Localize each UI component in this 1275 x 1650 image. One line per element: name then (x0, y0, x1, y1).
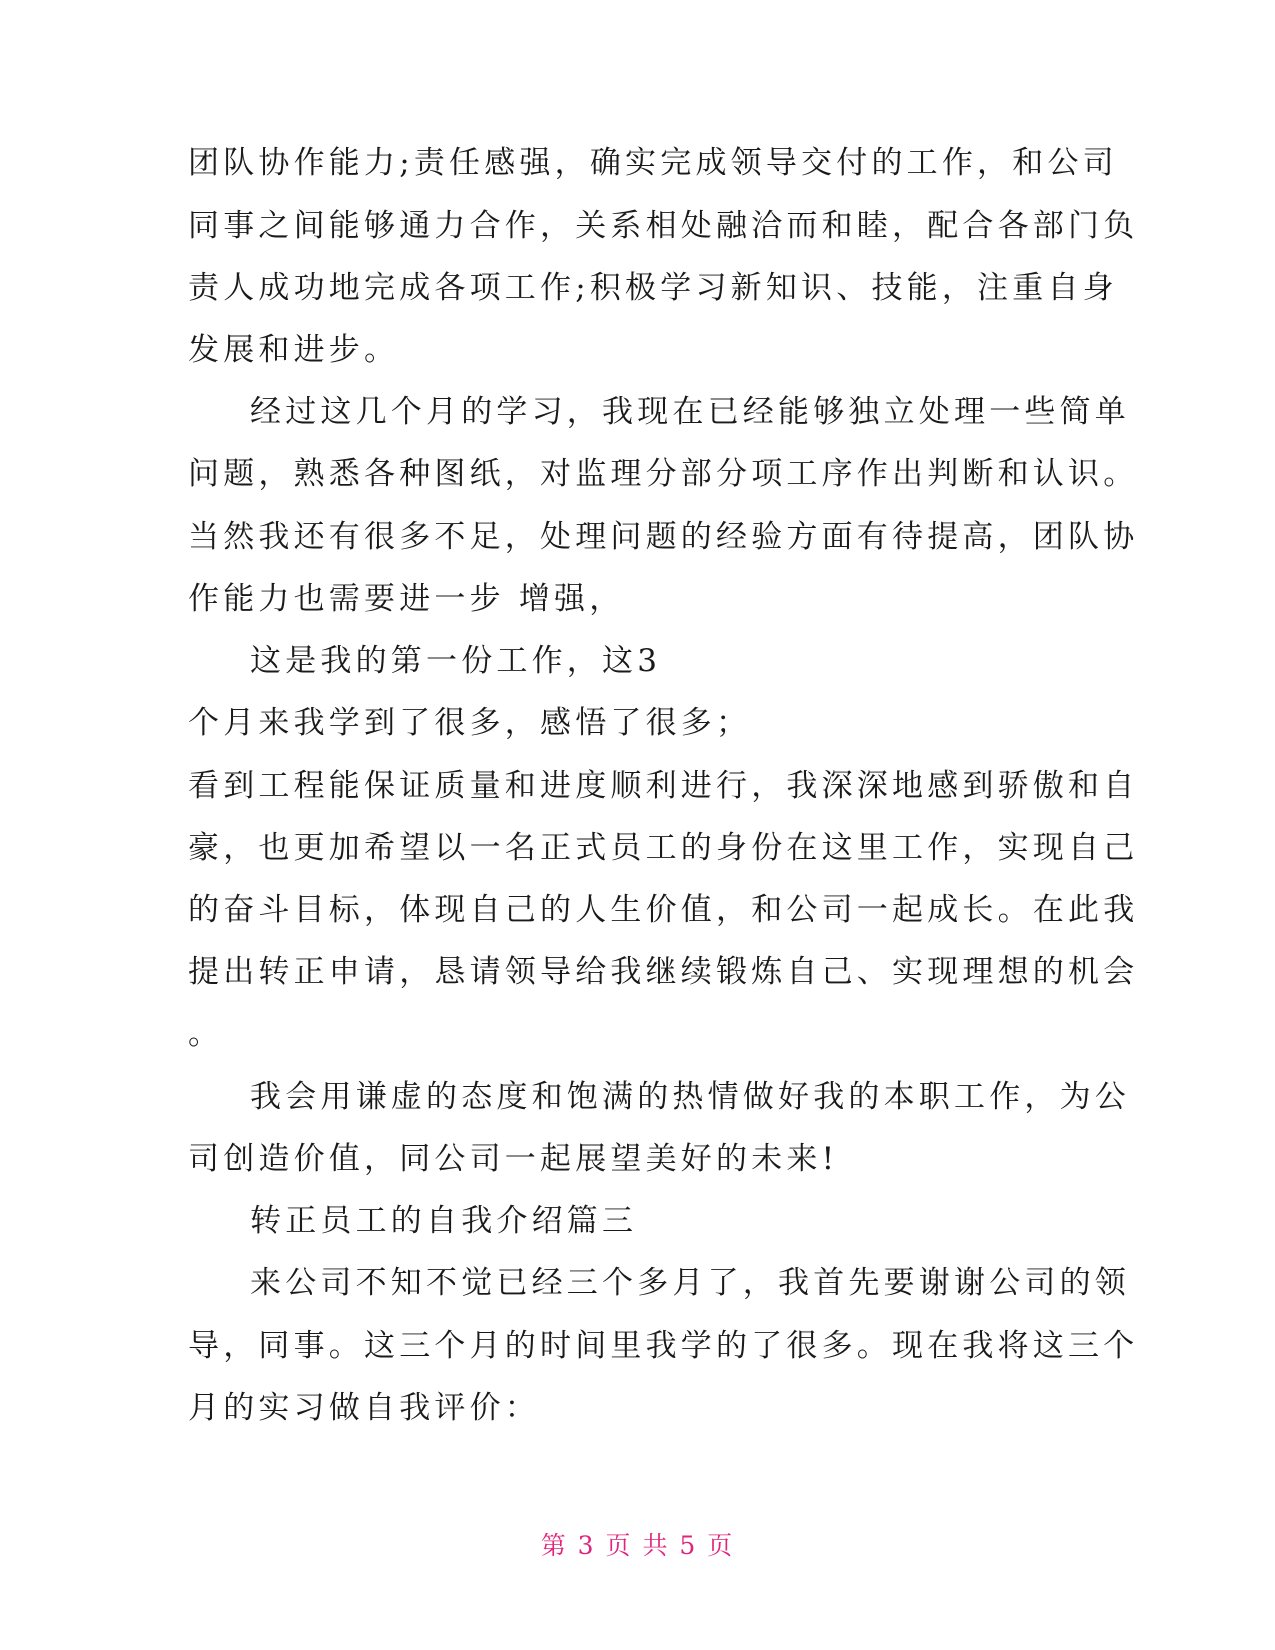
paragraph-start-line: 经过这几个月的学习，我现在已经能够独立处理一些简单 (250, 394, 1130, 430)
text-line: 豪，也更加希望以一名正式员工的身份在这里工作，实现自己 (188, 830, 1139, 866)
text-line: 看到工程能保证质量和进度顺利进行，我深深地感到骄傲和自 (188, 768, 1139, 804)
text-line: 提出转正申请，恳请领导给我继续锻炼自己、实现理想的机会 (188, 954, 1139, 990)
text-line: 司创造价值，同公司一起展望美好的未来! (188, 1141, 839, 1177)
text-line: 作能力也需要进一步 增强， (188, 581, 625, 617)
paragraph-start-line: 这是我的第一份工作，这3 (250, 643, 662, 679)
paragraph-start-line: 来公司不知不觉已经三个多月了，我首先要谢谢公司的领 (250, 1265, 1130, 1301)
text-line: 月的实习做自我评价： (188, 1390, 540, 1426)
text-line: 发展和进步。 (188, 332, 400, 368)
text-line: 问题，熟悉各种图纸，对监理分部分项工序作出判断和认识。 (188, 456, 1139, 492)
paragraph-start-line: 我会用谦虚的态度和饱满的热情做好我的本职工作，为公 (250, 1079, 1130, 1115)
page-number-footer: 第 3 页 共 5 页 (540, 1531, 735, 1560)
text-line: 的奋斗目标，体现自己的人生价值，和公司一起成长。在此我 (188, 892, 1139, 928)
text-line: 同事之间能够通力合作，关系相处融洽而和睦，配合各部门负 (188, 208, 1139, 244)
text-line: 当然我还有很多不足，处理问题的经验方面有待提高，团队协 (188, 519, 1139, 555)
section-heading: 转正员工的自我介绍篇三 (250, 1203, 638, 1239)
text-line: 责人成功地完成各项工作;积极学习新知识、技能，注重自身 (188, 270, 1118, 306)
text-line: 个月来我学到了很多，感悟了很多； (188, 705, 752, 741)
text-line: 导，同事。这三个月的时间里我学的了很多。现在我将这三个 (188, 1328, 1139, 1364)
text-line: 团队协作能力;责任感强，确实完成领导交付的工作，和公司 (188, 145, 1118, 181)
text-line: 。 (188, 1016, 224, 1052)
